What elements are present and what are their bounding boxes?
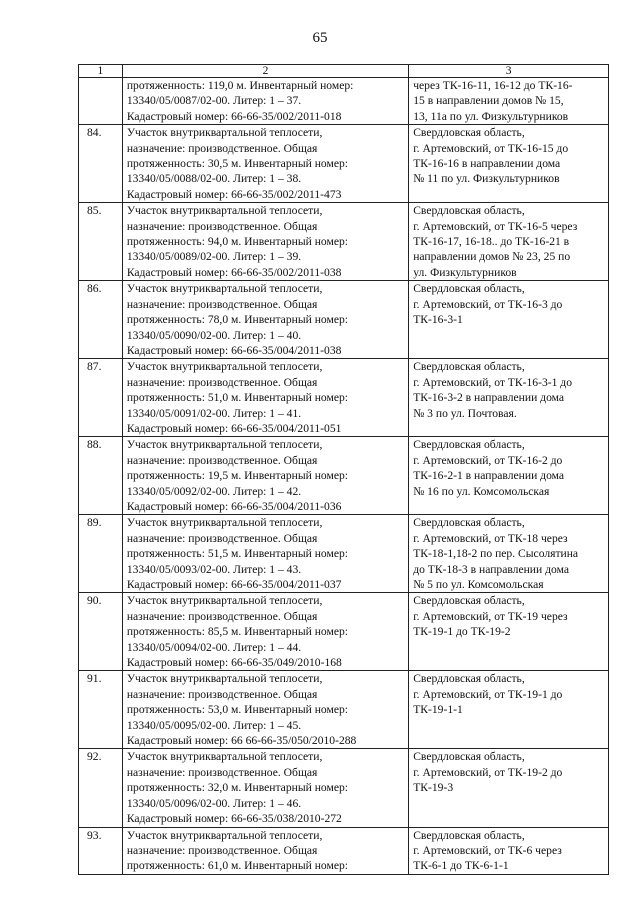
address-line: № 11 по ул. Физкультурников xyxy=(413,172,560,186)
description-line: Кадастровый номер: 66 66-66-35/050/2010-288 xyxy=(126,734,357,748)
address-line: через ТК-16-11, 16-12 до ТК-16- xyxy=(413,79,573,92)
address-line: Свердловская область, xyxy=(413,516,525,530)
address-line: г. Артемовский, от ТК-19 через xyxy=(413,609,568,623)
header-col-2: 2 xyxy=(122,65,408,78)
row-description xyxy=(122,359,408,437)
description-line: протяженность: 85,5 м. Инвентарный номер: xyxy=(126,625,349,639)
row-address xyxy=(409,671,609,749)
address-line: г. Артемовский, от ТК-19-1 до xyxy=(413,687,563,701)
row-address xyxy=(409,78,609,125)
row-number: 85. xyxy=(79,203,123,281)
table-row xyxy=(79,749,609,827)
description-line: Кадастровый номер: 66-66-35/049/2010-168 xyxy=(126,656,342,670)
description-line: Кадастровый номер: 66-66-35/004/2011-036 xyxy=(126,499,342,513)
description-line: назначение: производственное. Общая xyxy=(126,375,318,389)
address-line: ТК-16-2-1 в направлении дома xyxy=(413,469,565,483)
row-number: 89. xyxy=(79,515,123,593)
address-line: ТК-18-1,18-2 по пер. Сысолятина xyxy=(413,547,579,561)
address-line: г. Артемовский, от ТК-16-3-1 до xyxy=(413,375,572,389)
table-row xyxy=(79,125,609,203)
table-row xyxy=(79,827,609,874)
description-line: протяженность: 32,0 м. Инвентарный номер: xyxy=(126,781,349,795)
table-header-row xyxy=(79,65,609,78)
description-line: протяженность: 51,0 м. Инвентарный номер: xyxy=(126,391,349,405)
table-row xyxy=(79,515,609,593)
description-line: Участок внутриквартальной теплосети, xyxy=(126,126,323,140)
description-line: Кадастровый номер: 66-66-35/002/2011-473 xyxy=(126,187,342,201)
description-line: 13340/05/0091/02-00. Литер: 1 – 41. xyxy=(126,406,302,420)
address-line: ТК-16-3-2 в направлении дома xyxy=(413,391,565,405)
address-line: г. Артемовский, от ТК-19-2 до xyxy=(413,765,563,779)
description-line: назначение: производственное. Общая xyxy=(126,141,318,155)
row-description xyxy=(122,125,408,203)
description-line: назначение: производственное. Общая xyxy=(126,765,318,779)
description-line: 13340/05/0096/02-00. Литер: 1 – 46. xyxy=(126,796,302,810)
row-address xyxy=(409,749,609,827)
address-line: ул. Физкультурников xyxy=(413,265,517,279)
description-line: 13340/05/0095/02-00. Литер: 1 – 45. xyxy=(126,718,302,732)
row-description xyxy=(122,515,408,593)
address-line: г. Артемовский, от ТК-16-15 до xyxy=(413,141,569,155)
row-description xyxy=(122,827,408,874)
address-line: Свердловская область, xyxy=(413,672,525,686)
row-number: 84. xyxy=(79,125,123,203)
row-address xyxy=(409,437,609,515)
row-address xyxy=(409,281,609,359)
row-number: 88. xyxy=(79,437,123,515)
table-row xyxy=(79,203,609,281)
address-line: направлении домов № 23, 25 по xyxy=(413,250,571,264)
description-line: Участок внутриквартальной теплосети, xyxy=(126,438,323,452)
row-description xyxy=(122,593,408,671)
address-line: ТК-19-1 до ТК-19-2 xyxy=(413,625,511,639)
description-line: протяженность: 19,5 м. Инвентарный номер: xyxy=(126,469,349,483)
description-line: назначение: производственное. Общая xyxy=(126,297,318,311)
row-description xyxy=(122,281,408,359)
address-line: Свердловская область, xyxy=(413,750,525,764)
address-line: Свердловская область, xyxy=(413,828,525,842)
description-line: протяженность: 51,5 м. Инвентарный номер: xyxy=(126,547,349,561)
address-line: Свердловская область, xyxy=(413,204,525,218)
address-line: 15 в направлении домов № 15, xyxy=(413,94,564,108)
row-address xyxy=(409,203,609,281)
address-line: ТК-16-16 в направлении дома xyxy=(413,157,561,171)
address-line: г. Артемовский, от ТК-6 через xyxy=(413,843,562,857)
description-line: назначение: производственное. Общая xyxy=(126,219,318,233)
description-line: Кадастровый номер: 66-66-35/004/2011-038 xyxy=(126,343,342,357)
description-line: 13340/05/0093/02-00. Литер: 1 – 43. xyxy=(126,562,302,576)
row-description xyxy=(122,78,408,125)
description-line: протяженность: 61,0 м. Инвентарный номер: xyxy=(126,859,349,873)
row-number xyxy=(79,78,123,125)
description-line: назначение: производственное. Общая xyxy=(126,531,318,545)
page-number: 65 xyxy=(312,30,328,46)
row-number: 92. xyxy=(79,749,123,827)
row-number: 93. xyxy=(79,827,123,874)
address-line: г. Артемовский, от ТК-16-3 до xyxy=(413,297,563,311)
description-line: 13340/05/0090/02-00. Литер: 1 – 40. xyxy=(126,328,302,342)
address-line: № 16 по ул. Комсомольская xyxy=(413,484,550,498)
description-line: назначение: производственное. Общая xyxy=(126,843,318,857)
address-line: № 5 по ул. Комсомольская xyxy=(413,578,544,591)
address-line: до ТК-18-3 в направлении дома xyxy=(413,562,569,576)
address-line: г. Артемовский, от ТК-16-2 до xyxy=(413,453,563,467)
description-line: Кадастровый номер: 66-66-35/004/2011-037 xyxy=(126,578,342,591)
description-line: 13340/05/0089/02-00. Литер: 1 – 39. xyxy=(126,250,302,264)
address-line: г. Артемовский, от ТК-16-5 через xyxy=(413,219,578,233)
row-address xyxy=(409,827,609,874)
address-line: Свердловская область, xyxy=(413,360,525,374)
description-line: Кадастровый номер: 66-66-35/038/2010-272 xyxy=(126,812,342,826)
description-line: Участок внутриквартальной теплосети, xyxy=(126,828,323,842)
description-line: 13340/05/0092/02-00. Литер: 1 – 42. xyxy=(126,484,302,498)
description-line: протяженность: 53,0 м. Инвентарный номер: xyxy=(126,703,349,717)
description-line: 13340/05/0087/02-00. Литер: 1 – 37. xyxy=(126,94,302,108)
description-line: 13340/05/0094/02-00. Литер: 1 – 44. xyxy=(126,640,302,654)
row-address xyxy=(409,593,609,671)
description-line: протяженность: 94,0 м. Инвентарный номер: xyxy=(126,235,349,249)
description-line: Участок внутриквартальной теплосети, xyxy=(126,594,323,608)
description-line: Кадастровый номер: 66-66-35/002/2011-018 xyxy=(126,109,342,123)
row-description xyxy=(122,749,408,827)
description-line: протяженность: 78,0 м. Инвентарный номер: xyxy=(126,313,349,327)
description-line: Кадастровый номер: 66-66-35/004/2011-051 xyxy=(126,421,342,435)
row-number: 86. xyxy=(79,281,123,359)
row-address xyxy=(409,359,609,437)
row-number: 87. xyxy=(79,359,123,437)
row-address xyxy=(409,125,609,203)
table-row xyxy=(79,437,609,515)
table-row xyxy=(79,671,609,749)
description-line: назначение: производственное. Общая xyxy=(126,687,318,701)
table-row xyxy=(79,359,609,437)
address-line: Свердловская область, xyxy=(413,282,525,296)
header-col-3: 3 xyxy=(409,65,609,78)
address-line: Свердловская область, xyxy=(413,594,525,608)
address-line: Свердловская область, xyxy=(413,126,525,140)
address-line: 13, 11а по ул. Физкультурников xyxy=(413,109,569,123)
address-line: ТК-16-17, 16-18.. до ТК-16-21 в xyxy=(413,235,570,249)
address-line: г. Артемовский, от ТК-18 через xyxy=(413,531,568,545)
description-line: Участок внутриквартальной теплосети, xyxy=(126,204,323,218)
description-line: Участок внутриквартальной теплосети, xyxy=(126,750,323,764)
description-line: Участок внутриквартальной теплосети, xyxy=(126,360,323,374)
address-line: ТК-16-3-1 xyxy=(413,313,463,327)
row-description xyxy=(122,671,408,749)
description-line: назначение: производственное. Общая xyxy=(126,453,318,467)
address-line: № 3 по ул. Почтовая. xyxy=(413,406,517,420)
address-line: Свердловская область, xyxy=(413,438,525,452)
property-table xyxy=(78,64,609,875)
description-line: Участок внутриквартальной теплосети, xyxy=(126,672,323,686)
header-col-1: 1 xyxy=(79,65,123,78)
description-line: Участок внутриквартальной теплосети, xyxy=(126,282,323,296)
description-line: 13340/05/0088/02-00. Литер: 1 – 38. xyxy=(126,172,302,186)
row-address xyxy=(409,515,609,593)
table-row xyxy=(79,593,609,671)
row-number: 90. xyxy=(79,593,123,671)
description-line: протяженность: 119,0 м. Инвентарный номер: xyxy=(126,79,354,92)
row-description xyxy=(122,437,408,515)
row-description xyxy=(122,203,408,281)
table-row xyxy=(79,78,609,125)
address-line: ТК-19-1-1 xyxy=(413,703,463,717)
description-line: Участок внутриквартальной теплосети, xyxy=(126,516,323,530)
description-line: назначение: производственное. Общая xyxy=(126,609,318,623)
table-body xyxy=(79,65,609,875)
description-line: протяженность: 30,5 м. Инвентарный номер: xyxy=(126,157,349,171)
table-row xyxy=(79,281,609,359)
row-number: 91. xyxy=(79,671,123,749)
description-line: Кадастровый номер: 66-66-35/002/2011-038 xyxy=(126,265,342,279)
address-line: ТК-6-1 до ТК-6-1-1 xyxy=(413,859,509,873)
address-line: ТК-19-3 xyxy=(413,781,454,795)
